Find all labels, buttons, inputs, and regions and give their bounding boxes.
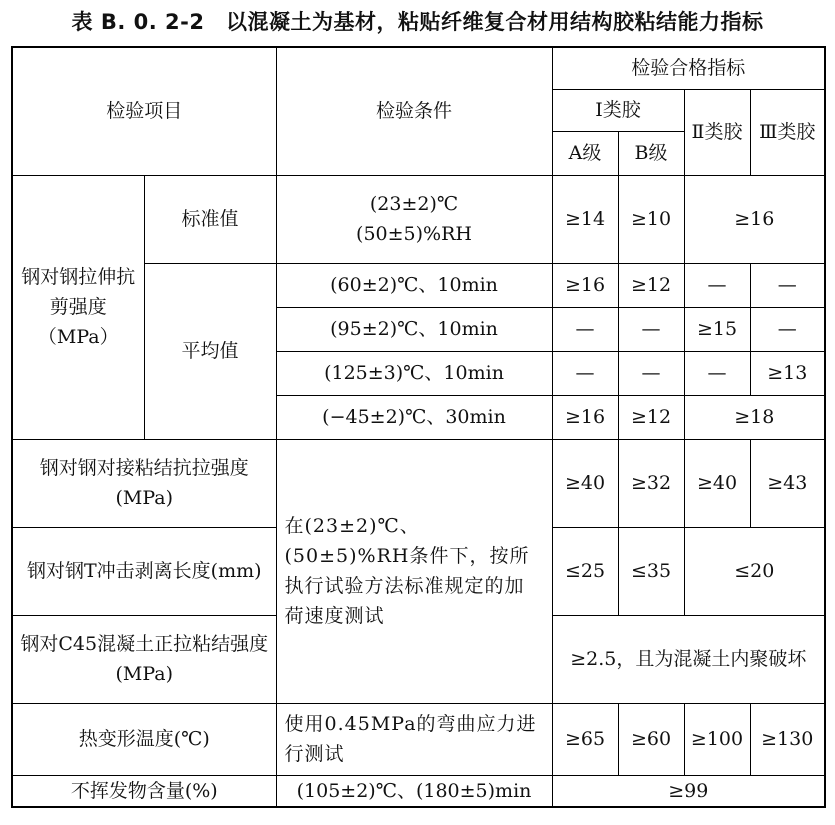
header-item: 检验项目 [12, 47, 276, 175]
shear-std-condition-temp: (23±2)℃ [369, 193, 459, 215]
nonvolatile-value: ≥99 [552, 775, 825, 807]
header-grade-b: B级 [618, 131, 684, 175]
hdt-a: ≥65 [552, 703, 618, 775]
shear-row-condition: (125±3)℃、10min [276, 351, 552, 395]
shear-row-b: — [618, 351, 684, 395]
shear-last-b: ≥12 [618, 395, 684, 439]
butt-class3: ≥43 [750, 439, 825, 527]
shared-condition: 在(23±2)℃、(50±5)%RH条件下，按所执行试验方法标准规定的加荷速度测试 [276, 439, 552, 703]
table-title: 表 B. 0. 2-2 以混凝土为基材，粘贴纤维复合材用结构胶粘结能力指标 [71, 10, 764, 34]
shear-row-b: — [618, 307, 684, 351]
adhesive-criteria-table [11, 46, 826, 808]
concrete-value: ≥2.5，且为混凝土内聚破坏 [552, 615, 825, 703]
header-class1: Ⅰ类胶 [552, 89, 684, 131]
shear-row-class3: — [750, 263, 825, 307]
header-grade-a: A级 [552, 131, 618, 175]
butt-a: ≥40 [552, 439, 618, 527]
shear-row-class2: — [684, 351, 750, 395]
butt-class2: ≥40 [684, 439, 750, 527]
nonvolatile-item: 不挥发物含量(%) [12, 775, 276, 807]
peel-b: ≤35 [618, 527, 684, 615]
shear-item: 钢对钢拉伸抗剪强度（MPa） [12, 175, 144, 439]
shear-row-condition: (60±2)℃、10min [276, 263, 552, 307]
header-criteria: 检验合格指标 [552, 47, 825, 89]
butt-b: ≥32 [618, 439, 684, 527]
shear-row-condition: (95±2)℃、10min [276, 307, 552, 351]
butt-item: 钢对钢对接粘结抗拉强度(MPa) [12, 439, 276, 527]
shear-row-a: — [552, 307, 618, 351]
concrete-item: 钢对C45混凝土正拉粘结强度(MPa) [12, 615, 276, 703]
hdt-class3: ≥130 [750, 703, 825, 775]
peel-a: ≤25 [552, 527, 618, 615]
shear-row-class2: ≥15 [684, 307, 750, 351]
nonvolatile-condition: (105±2)℃、(180±5)min [276, 775, 552, 807]
shear-std-b: ≥10 [618, 175, 684, 263]
shear-row-class2: — [684, 263, 750, 307]
header-class2: Ⅱ类胶 [684, 89, 750, 175]
shear-std-label: 标准值 [144, 175, 276, 263]
shear-last-condition: (−45±2)℃、30min [276, 395, 552, 439]
peel-class23: ≤20 [684, 527, 825, 615]
header-class3: Ⅲ类胶 [750, 89, 825, 175]
hdt-b: ≥60 [618, 703, 684, 775]
shear-last-a: ≥16 [552, 395, 618, 439]
header-condition: 检验条件 [276, 47, 552, 175]
shear-row-a: — [552, 351, 618, 395]
shear-row-b: ≥12 [618, 263, 684, 307]
hdt-item: 热变形温度(℃) [12, 703, 276, 775]
hdt-condition: 使用0.45MPa的弯曲应力进行测试 [276, 703, 552, 775]
shear-std-condition-rh: (50±5)%RH [356, 223, 472, 245]
shear-row-class3: ≥13 [750, 351, 825, 395]
shear-std-class23: ≥16 [684, 175, 825, 263]
hdt-class2: ≥100 [684, 703, 750, 775]
shear-last-class23: ≥18 [684, 395, 825, 439]
shear-std-a: ≥14 [552, 175, 618, 263]
shear-row-class3: — [750, 307, 825, 351]
peel-item: 钢对钢T冲击剥离长度(mm) [12, 527, 276, 615]
shear-row-a: ≥16 [552, 263, 618, 307]
shear-avg-label: 平均值 [144, 263, 276, 439]
shear-std-condition [276, 175, 552, 263]
